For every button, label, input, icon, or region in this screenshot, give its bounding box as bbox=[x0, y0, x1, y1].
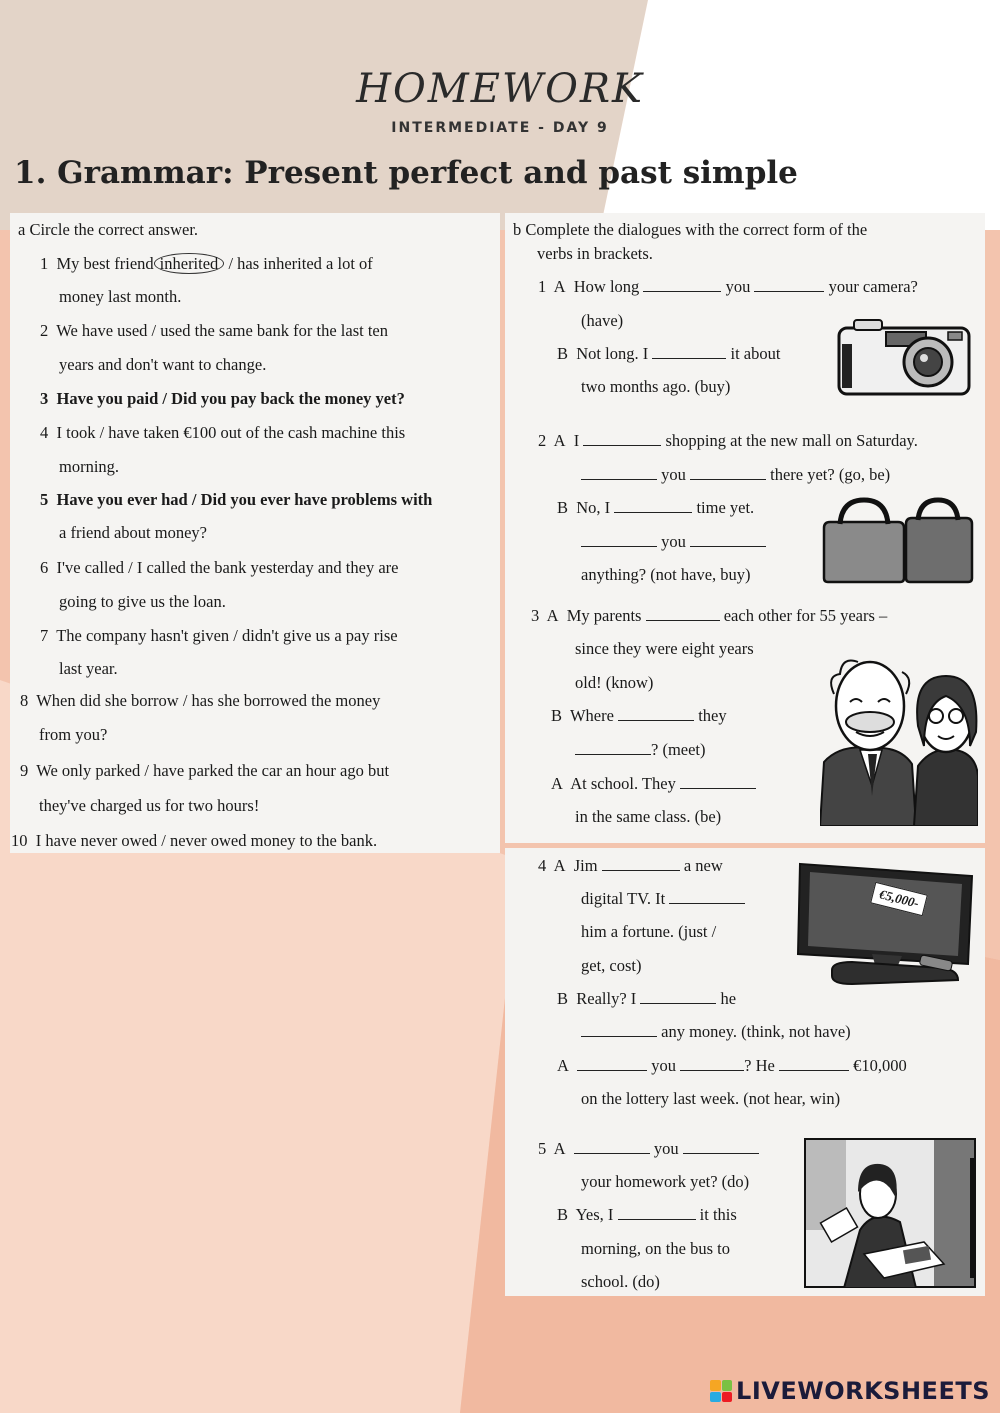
answer-blank[interactable] bbox=[669, 890, 745, 904]
d4-a-line-3: him a fortune. (just / bbox=[581, 922, 717, 941]
d5-a-line-1: 5 A you bbox=[538, 1139, 759, 1159]
digital-tv-icon bbox=[792, 858, 976, 990]
d2-a-line-1: 2 A I shopping at the new mall on Saturday. bbox=[538, 431, 918, 450]
a-item-5-line-1[interactable]: 5 Have you ever had / Did you ever have problems with bbox=[40, 490, 433, 509]
part-a-instruction: a Circle the correct answer. bbox=[18, 220, 199, 239]
a-item-6-line-1[interactable]: 6 I've called / I called the bank yesterday and they are bbox=[40, 558, 399, 577]
a-item-7-line-2: last year. bbox=[59, 659, 118, 678]
answer-blank[interactable] bbox=[643, 278, 721, 292]
answer-blank[interactable] bbox=[575, 741, 651, 755]
answer-blank[interactable] bbox=[680, 1057, 744, 1071]
a-item-9-line-1[interactable]: 9 We only parked / have parked the car an hour ago but bbox=[20, 761, 390, 780]
d3-a-line-1: 3 A My parents each other for 55 years – bbox=[531, 606, 888, 625]
camera-icon bbox=[836, 318, 974, 398]
a-item-2-line-2: years and don't want to change. bbox=[59, 355, 267, 374]
answer-blank[interactable] bbox=[652, 345, 726, 359]
d4-a-line-2: digital TV. It bbox=[581, 889, 745, 909]
section-heading: 1. Grammar: Present perfect and past simple bbox=[14, 155, 798, 191]
d5-b-line-2: morning, on the bus to bbox=[581, 1239, 730, 1258]
shopping-bags-icon bbox=[818, 494, 976, 584]
circled-answer[interactable]: inherited bbox=[154, 253, 225, 274]
d3-a2-line-2: in the same class. (be) bbox=[575, 807, 722, 826]
d2-b-line-2: you bbox=[581, 532, 766, 552]
answer-blank[interactable] bbox=[577, 1057, 647, 1071]
d3-a-line-3: old! (know) bbox=[575, 673, 654, 692]
d3-b-line-1: B Where they bbox=[551, 706, 727, 725]
page-title: HOMEWORK bbox=[356, 66, 644, 112]
d1-b-line-1: B Not long. I it about bbox=[557, 344, 781, 363]
answer-blank[interactable] bbox=[581, 1023, 657, 1037]
d5-b-line-1: B Yes, I it this bbox=[557, 1205, 737, 1224]
item-text: / has inherited a lot of bbox=[228, 254, 373, 273]
student-on-bus-icon bbox=[804, 1138, 976, 1288]
d4-a-line-4: get, cost) bbox=[581, 956, 642, 975]
item-number: 1 bbox=[40, 254, 49, 273]
answer-blank[interactable] bbox=[602, 857, 680, 871]
answer-blank[interactable] bbox=[614, 499, 692, 513]
d3-b-line-2: ? (meet) bbox=[575, 740, 706, 760]
a-item-2-line-1[interactable]: 2 We have used / used the same bank for the last ten bbox=[40, 321, 388, 340]
footer-brand-text: LIVEWORKSHEETS bbox=[736, 1377, 990, 1405]
a-item-9-line-2: they've charged us for two hours! bbox=[39, 796, 260, 815]
a-item-5-line-2: a friend about money? bbox=[59, 523, 207, 542]
part-b-instruction-2: verbs in brackets. bbox=[537, 244, 653, 263]
d3-a-line-2: since they were eight years bbox=[575, 639, 754, 658]
item-text: My best friend bbox=[56, 254, 154, 273]
answer-blank[interactable] bbox=[640, 990, 716, 1004]
answer-blank[interactable] bbox=[583, 432, 661, 446]
d4-a2-line-1: A you ? He €10,000 bbox=[557, 1056, 907, 1075]
d4-b-line-2: any money. (think, not have) bbox=[581, 1022, 851, 1042]
d1-a-line-2: (have) bbox=[581, 311, 624, 330]
a-item-1-line-2: money last month. bbox=[59, 287, 182, 306]
answer-blank[interactable] bbox=[581, 466, 657, 480]
answer-blank[interactable] bbox=[574, 1140, 650, 1154]
d1-b-line-2: two months ago. (buy) bbox=[581, 377, 731, 396]
answer-blank[interactable] bbox=[581, 533, 657, 547]
answer-blank[interactable] bbox=[618, 1206, 696, 1220]
answer-blank[interactable] bbox=[754, 278, 824, 292]
tv-price-tag: €5,000- bbox=[870, 882, 928, 916]
footer-brand bbox=[710, 1377, 990, 1405]
d2-a-line-2: you there yet? (go, be) bbox=[581, 465, 890, 485]
d3-a2-line-1: A At school. They bbox=[551, 774, 756, 794]
d4-b-line-1: B Really? I he bbox=[557, 989, 737, 1008]
d5-a-line-2: your homework yet? (do) bbox=[581, 1172, 750, 1191]
d5-b-line-3: school. (do) bbox=[581, 1272, 660, 1291]
d2-b-line-3: anything? (not have, buy) bbox=[581, 565, 751, 584]
answer-blank[interactable] bbox=[779, 1057, 849, 1071]
answer-blank[interactable] bbox=[680, 775, 756, 789]
page-subtitle: INTERMEDIATE - DAY 9 bbox=[391, 120, 609, 136]
a-item-7-line-1[interactable]: 7 The company hasn't given / didn't give us a pay rise bbox=[40, 626, 398, 645]
elderly-couple-icon bbox=[820, 636, 978, 826]
a-item-4-line-2: morning. bbox=[59, 457, 120, 476]
d4-a-line-1: 4 A Jim a new bbox=[538, 856, 723, 875]
answer-blank[interactable] bbox=[690, 466, 766, 480]
liveworksheets-logo-icon bbox=[710, 1380, 732, 1402]
answer-blank[interactable] bbox=[618, 707, 694, 721]
d2-b-line-1: B No, I time yet. bbox=[557, 498, 755, 517]
answer-blank[interactable] bbox=[683, 1140, 759, 1154]
answer-blank[interactable] bbox=[690, 533, 766, 547]
a-item-3-line-1[interactable]: 3 Have you paid / Did you pay back the money yet? bbox=[40, 389, 405, 408]
part-b-instruction-1: b Complete the dialogues with the correct form of the bbox=[513, 220, 868, 239]
a-item-1-line-1 bbox=[40, 254, 373, 274]
a-item-8-line-1[interactable]: 8 When did she borrow / has she borrowed the money bbox=[20, 691, 381, 710]
a-item-10-line-1[interactable]: 10 I have never owed / never owed money to the bank. bbox=[11, 831, 378, 850]
answer-blank[interactable] bbox=[646, 607, 720, 621]
a-item-6-line-2: going to give us the loan. bbox=[59, 592, 226, 611]
d1-a-line-1: 1 A How long you your camera? bbox=[538, 277, 918, 296]
a-item-4-line-1[interactable]: 4 I took / have taken €100 out of the cash machine this bbox=[40, 423, 406, 442]
a-item-8-line-2: from you? bbox=[39, 725, 108, 744]
d4-a2-line-2: on the lottery last week. (not hear, win) bbox=[581, 1089, 841, 1108]
